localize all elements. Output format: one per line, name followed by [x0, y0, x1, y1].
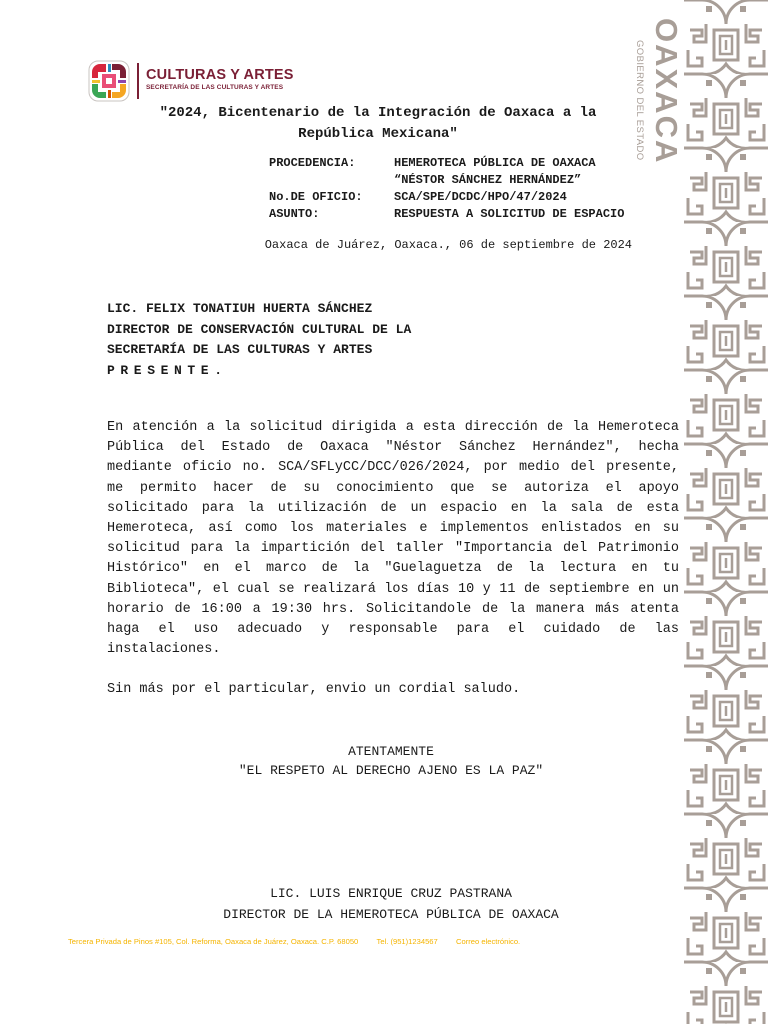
- signer-block: [148, 883, 634, 925]
- culturas-y-artes-logo: [88, 60, 308, 102]
- signer-title: DIRECTOR DE LA HEMEROTECA PÚBLICA DE OAXACA: [223, 907, 559, 922]
- svg-text:GOBIERNO DEL ESTADO: GOBIERNO DEL ESTADO: [634, 40, 645, 161]
- logo-subtitle: SECRETARÍA DE LAS CULTURAS Y ARTES: [146, 84, 284, 91]
- logo-divider: [137, 63, 139, 99]
- presente-label: PRESENTE.: [107, 362, 228, 378]
- logo-title: CULTURAS Y ARTES: [146, 67, 294, 83]
- footer-phone: Tel. (951)1234567: [376, 937, 438, 946]
- footer-email: Correo electrónico.: [456, 937, 521, 946]
- addressee-position: DIRECTOR DE CONSERVACIÓN CULTURAL DE LA: [107, 321, 412, 337]
- oaxaca-vertical-brand: [646, 18, 686, 208]
- atentamente-label: ATENTAMENTE: [348, 744, 434, 759]
- meta-value: RESPUESTA A SOLICITUD DE ESPACIO: [394, 207, 625, 221]
- svg-text:OAXACA: OAXACA: [649, 18, 684, 165]
- closing-line: Sin más por el particular, envio un cordial saludo.: [107, 682, 521, 697]
- letter-body: En atención a la solicitud dirigida a esta dirección de la Hemeroteca Pública del Estado de Oaxaca "Néstor Sánchez Hernández", hecha mediante oficio no. SCA/SFLyCC/DCC/026/2024, por medio del presente, me permito hacer de su conocimiento que se autoriza el apoyo solicitado para la utilización de un espacio en la sala de esta Hemeroteca, así como los materiales e implementos enlistados en su solicitud para la impartición del taller "Importancia del Patrimonio Histórico" en el marco de la "Guelaguetza de la lectura en tu Biblioteca", el cual se realizará los días 10 y 11 de septiembre en un horario de 16:00 a 19:30 hrs. Solicitandole de la manera más atenta haga el uso adecuado y responsable para el cuidado de las instalaciones.: [107, 420, 679, 658]
- culturas-logo-icon: [88, 60, 130, 102]
- addressee-block: [107, 299, 411, 381]
- motto: "EL RESPETO AL DERECHO AJENO ES LA PAZ": [238, 763, 544, 778]
- signature-greeting: [148, 742, 634, 780]
- meta-value: SCA/SPE/DCDC/HPO/47/2024: [394, 190, 567, 204]
- addressee-name: LIC. FELIX TONATIUH HUERTA SÁNCHEZ: [107, 301, 373, 316]
- year-slogan: "2024, Bicentenario de la Integración de Oaxaca a la República Mexicana": [159, 105, 597, 142]
- meta-label: ASUNTO:: [269, 207, 320, 221]
- meta-label: No.DE OFICIO:: [269, 190, 363, 204]
- addressee-institution: SECRETARÍA DE LAS CULTURAS Y ARTES: [107, 342, 373, 357]
- decorative-greca-pattern: [684, 0, 768, 1024]
- date-line: Oaxaca de Juárez, Oaxaca., 06 de septiembre de 2024: [264, 238, 632, 252]
- footer-address: Tercera Privada de Pinos #105, Col. Reforma, Oaxaca de Juárez, Oaxaca. C.P. 68050: [68, 937, 359, 946]
- meta-value: HEMEROTECA PÚBLICA DE OAXACA: [394, 156, 596, 170]
- meta-label: PROCEDENCIA:: [269, 156, 356, 170]
- footer-contact: [68, 937, 520, 946]
- meta-value: “NÉSTOR SÁNCHEZ HERNÁNDEZ”: [394, 173, 582, 187]
- signer-name: LIC. LUIS ENRIQUE CRUZ PASTRANA: [270, 886, 512, 901]
